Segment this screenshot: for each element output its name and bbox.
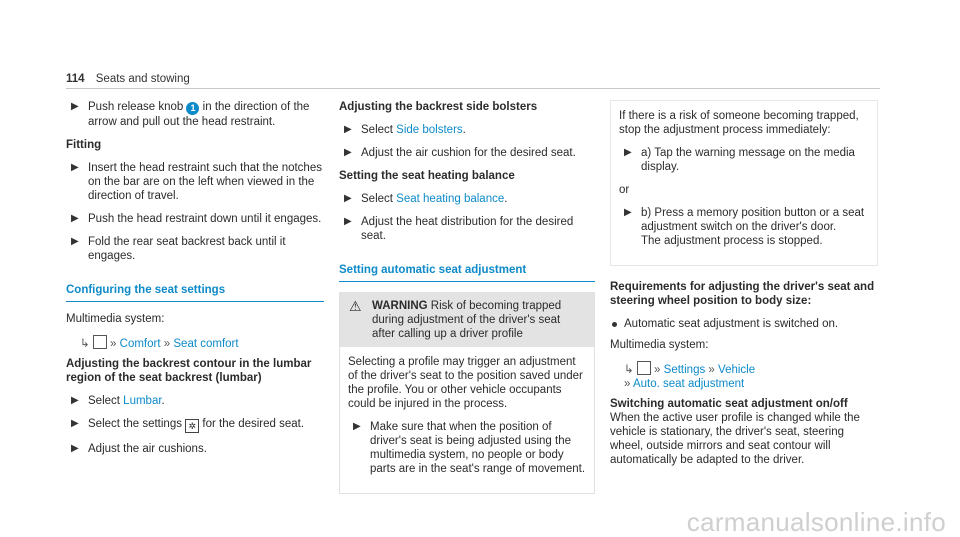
step-push-release: ▶ Push release knob 1 in the direction of the arrow and pull out the head restraint.	[71, 101, 310, 128]
lumbar-link[interactable]: Lumbar	[123, 395, 162, 407]
menu-path	[66, 335, 324, 351]
step-select-heating: ▶ Select Seat heating balance.	[344, 193, 508, 205]
step-arrow-icon: ▶	[71, 395, 79, 406]
gear-icon: ✲	[185, 419, 199, 433]
page-number: 114	[66, 73, 85, 85]
step-arrow-icon: ▶	[71, 443, 79, 454]
step-arrow-icon: ▶	[624, 147, 632, 158]
warning-header	[340, 293, 594, 347]
chevron-icon: »	[708, 364, 715, 376]
step-arrow-icon: ▶	[71, 162, 79, 173]
warning-label: WARNING	[372, 300, 428, 312]
path-arrow-icon: ↳	[80, 338, 90, 350]
chevron-icon: »	[110, 338, 117, 350]
callout-1-icon: 1	[186, 102, 199, 115]
fitting-heading: Fitting	[66, 139, 102, 151]
step-arrow-icon: ▶	[71, 101, 79, 112]
mm-label: Multimedia system:	[610, 339, 709, 351]
page-header	[66, 72, 190, 86]
header-divider	[66, 88, 880, 89]
configuring-heading: Configuring the seat settings	[66, 283, 324, 302]
path-auto-seat[interactable]: Auto. seat adjustment	[632, 378, 745, 390]
step-a: ▶ a) Tap the warning message on the media display.	[624, 147, 855, 173]
chevron-icon: »	[624, 378, 631, 390]
column-1	[66, 100, 324, 465]
step-select-lumbar: ▶ Select Lumbar.	[71, 395, 165, 407]
step-arrow-icon: ▶	[344, 193, 352, 204]
heating-heading: Setting the seat heating balance	[339, 170, 515, 182]
bolsters-link[interactable]: Side bolsters	[396, 124, 463, 136]
bullet-icon	[612, 322, 617, 327]
path-arrow-icon: ↳	[624, 364, 634, 376]
step-adjust-air: ▶ Adjust the air cushions.	[71, 443, 207, 455]
requirements-heading: Requirements for adjusting the driver's seat and steering wheel position to body size:	[610, 281, 875, 307]
home-icon	[637, 361, 651, 375]
step-insert: ▶ Insert the head restraint such that the notches on the bar are on the left when viewed in the direction of travel.	[71, 162, 322, 202]
chevron-icon: »	[654, 364, 661, 376]
mm-label: Multimedia system:	[66, 313, 165, 325]
heating-link[interactable]: Seat heating balance	[396, 193, 505, 205]
requirement-item: Automatic seat adjustment is switched on.	[610, 317, 878, 331]
step-arrow-icon: ▶	[344, 124, 352, 135]
switch-text: When the active user profile is changed while the vehicle is stationary, the driver's seat, steering wheel, outside mirrors and seat contour will automatically be adapted to the driver.	[610, 412, 860, 466]
trap-note-box	[610, 100, 878, 266]
warning-text: Risk of becoming trapped during adjustment of the driver's seat after calling up a driver profile	[372, 300, 562, 340]
section-title: Seats and stowing	[95, 73, 190, 85]
warning-box	[339, 292, 595, 494]
step-arrow-icon: ▶	[344, 216, 352, 227]
auto-heading: Setting automatic seat adjustment	[339, 263, 595, 282]
step-arrow-icon: ▶	[71, 236, 79, 247]
step-arrow-icon: ▶	[71, 213, 79, 224]
step-arrow-icon: ▶	[353, 421, 361, 432]
warning-step: ▶ Make sure that when the position of driver's seat is being adjusted using the multimedia system, no people or body parts are in the seat's range of movement.	[353, 421, 586, 475]
switch-heading: Switching automatic seat adjustment on/off	[610, 398, 848, 410]
step-select-bolsters: ▶ Select Side bolsters.	[344, 124, 466, 136]
step-adjust-heat: ▶ Adjust the heat distribution for the desired seat.	[344, 216, 574, 242]
step-arrow-icon: ▶	[624, 207, 632, 218]
step-adjust-bolster: ▶ Adjust the air cushion for the desired seat.	[344, 147, 576, 159]
warning-icon: ⚠	[349, 298, 362, 314]
chevron-icon: »	[163, 338, 171, 350]
column-2	[339, 100, 595, 494]
watermark: carmanualsonline.info	[686, 507, 946, 537]
bolsters-heading: Adjusting the backrest side bolsters	[339, 101, 538, 113]
step-arrow-icon: ▶	[344, 147, 352, 158]
menu-path	[610, 361, 878, 391]
path-settings[interactable]: Settings	[663, 364, 706, 376]
path-comfort[interactable]: Comfort	[119, 338, 161, 350]
path-seat-comfort[interactable]: Seat comfort	[173, 338, 239, 350]
step-arrow-icon: ▶	[71, 418, 79, 429]
lumbar-heading: Adjusting the backrest contour in the lumbar region of the seat backrest (lumbar)	[66, 358, 312, 384]
step-push-down: ▶ Push the head restraint down until it engages.	[71, 213, 322, 225]
warning-body: Selecting a profile may trigger an adjustment of the driver's seat to the position saved under the profile. You or other vehicle occupants could be injured in the process. ▶ Make sure that when the position of driver's seat is being adjusted using the multimedia system, no people or body parts are in the seat's range of movement.	[348, 356, 586, 475]
risk-text: If there is a risk of someone becoming trapped, stop the adjustment process immediately:	[619, 110, 859, 136]
home-icon	[93, 335, 107, 349]
step-select-settings: ▶ Select the settings ✲ for the desired seat.	[71, 418, 305, 431]
or-label: or	[619, 184, 630, 196]
step-fold: ▶ Fold the rear seat backrest back until it engages.	[71, 236, 286, 262]
step-b: ▶ b) Press a memory position button or a seat adjustment switch on the driver's door. The adjustment process is stopped.	[624, 207, 865, 247]
path-vehicle[interactable]: Vehicle	[718, 364, 756, 376]
column-3	[610, 100, 878, 476]
